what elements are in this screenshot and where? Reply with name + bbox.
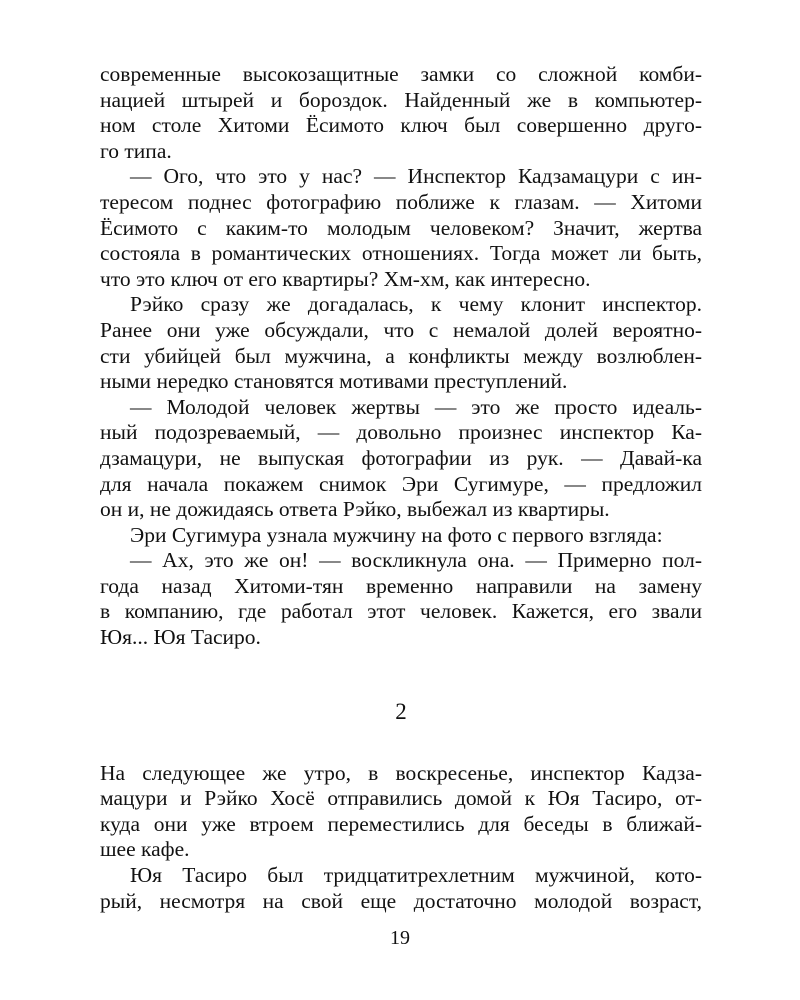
text-line: ными нередко становятся мотивами преступлений. bbox=[100, 369, 568, 394]
text-line: На следующее же утро, в воскресенье, инспектор Кадза- bbox=[100, 760, 702, 785]
text-line: года назад Хитоми-тян временно направили на замену bbox=[100, 573, 702, 598]
text-line: рый, несмотря на свой еще достаточно молодой возраст, bbox=[100, 888, 702, 913]
text-line: шее кафе. bbox=[100, 837, 190, 862]
paragraph bbox=[100, 548, 702, 650]
text-line: состояла в романтических отношениях. Тогда может ли быть, bbox=[100, 241, 702, 266]
page-body bbox=[100, 62, 702, 914]
paragraph bbox=[100, 395, 702, 523]
chapter-heading: 2 bbox=[395, 698, 407, 724]
text-line: нацией штырей и бороздок. Найденный же в компьютер- bbox=[100, 87, 702, 112]
paragraph bbox=[100, 523, 702, 549]
text-line: ный подозреваемый, — довольно произнес инспектор Ка- bbox=[100, 420, 702, 445]
text-line: современные высокозащитные замки со сложной комби- bbox=[100, 62, 702, 86]
text-line: Эри Сугимура узнала мужчину на фото с первого взгляда: bbox=[130, 522, 663, 547]
text-line: мацури и Рэйко Хосё отправились домой к Юя Тасиро, от- bbox=[100, 786, 702, 811]
text-line: для начала покажем снимок Эри Сугимуре, — предложил bbox=[100, 471, 702, 496]
text-section-1 bbox=[100, 62, 702, 651]
text-line: что это ключ от его квартиры? Хм-хм, как интересно. bbox=[100, 266, 591, 291]
text-line: в компанию, где работал этот человек. Кажется, его звали bbox=[100, 599, 702, 624]
text-line: он и, не дожидаясь ответа Рэйко, выбежал из квартиры. bbox=[100, 497, 610, 522]
text-line: Юя... Юя Тасиро. bbox=[100, 625, 261, 650]
paragraph bbox=[100, 164, 702, 292]
text-line: Ёсимото с каким-то молодым человеком? Значит, жертва bbox=[100, 215, 702, 240]
page-number: 19 bbox=[390, 927, 410, 949]
text-line: — Ах, это же он! — воскликнула она. — Примерно пол- bbox=[130, 548, 702, 573]
text-line: тересом поднес фотографию поближе к глазам. — Хитоми bbox=[100, 189, 702, 214]
paragraph bbox=[100, 761, 702, 863]
text-line: дзамацури, не выпуская фотографии из рук. — Давай-ка bbox=[100, 445, 702, 470]
text-line: — Ого, что это у нас? — Инспектор Кадзамацури с ин- bbox=[130, 164, 702, 189]
text-line: го типа. bbox=[100, 138, 172, 163]
text-section-2 bbox=[100, 761, 702, 915]
text-line: ном столе Хитоми Ёсимото ключ был совершенно друго- bbox=[100, 113, 702, 138]
text-line: Юя Тасиро был тридцатитрехлетним мужчиной, кото- bbox=[130, 863, 702, 888]
text-line: сти убийцей был мужчина, а конфликты между возлюблен- bbox=[100, 343, 702, 368]
paragraph bbox=[100, 292, 702, 394]
spacer bbox=[100, 651, 702, 695]
text-line: — Молодой человек жертвы — это же просто идеаль- bbox=[130, 394, 702, 419]
text-line: куда они уже втроем переместились для беседы в ближай- bbox=[100, 811, 702, 836]
spacer bbox=[100, 729, 702, 761]
text-line: Ранее они уже обсуждали, что с немалой долей вероятно- bbox=[100, 317, 702, 342]
text-line: Рэйко сразу же догадалась, к чему клонит инспектор. bbox=[130, 292, 702, 317]
paragraph bbox=[100, 863, 702, 914]
paragraph bbox=[100, 62, 702, 164]
